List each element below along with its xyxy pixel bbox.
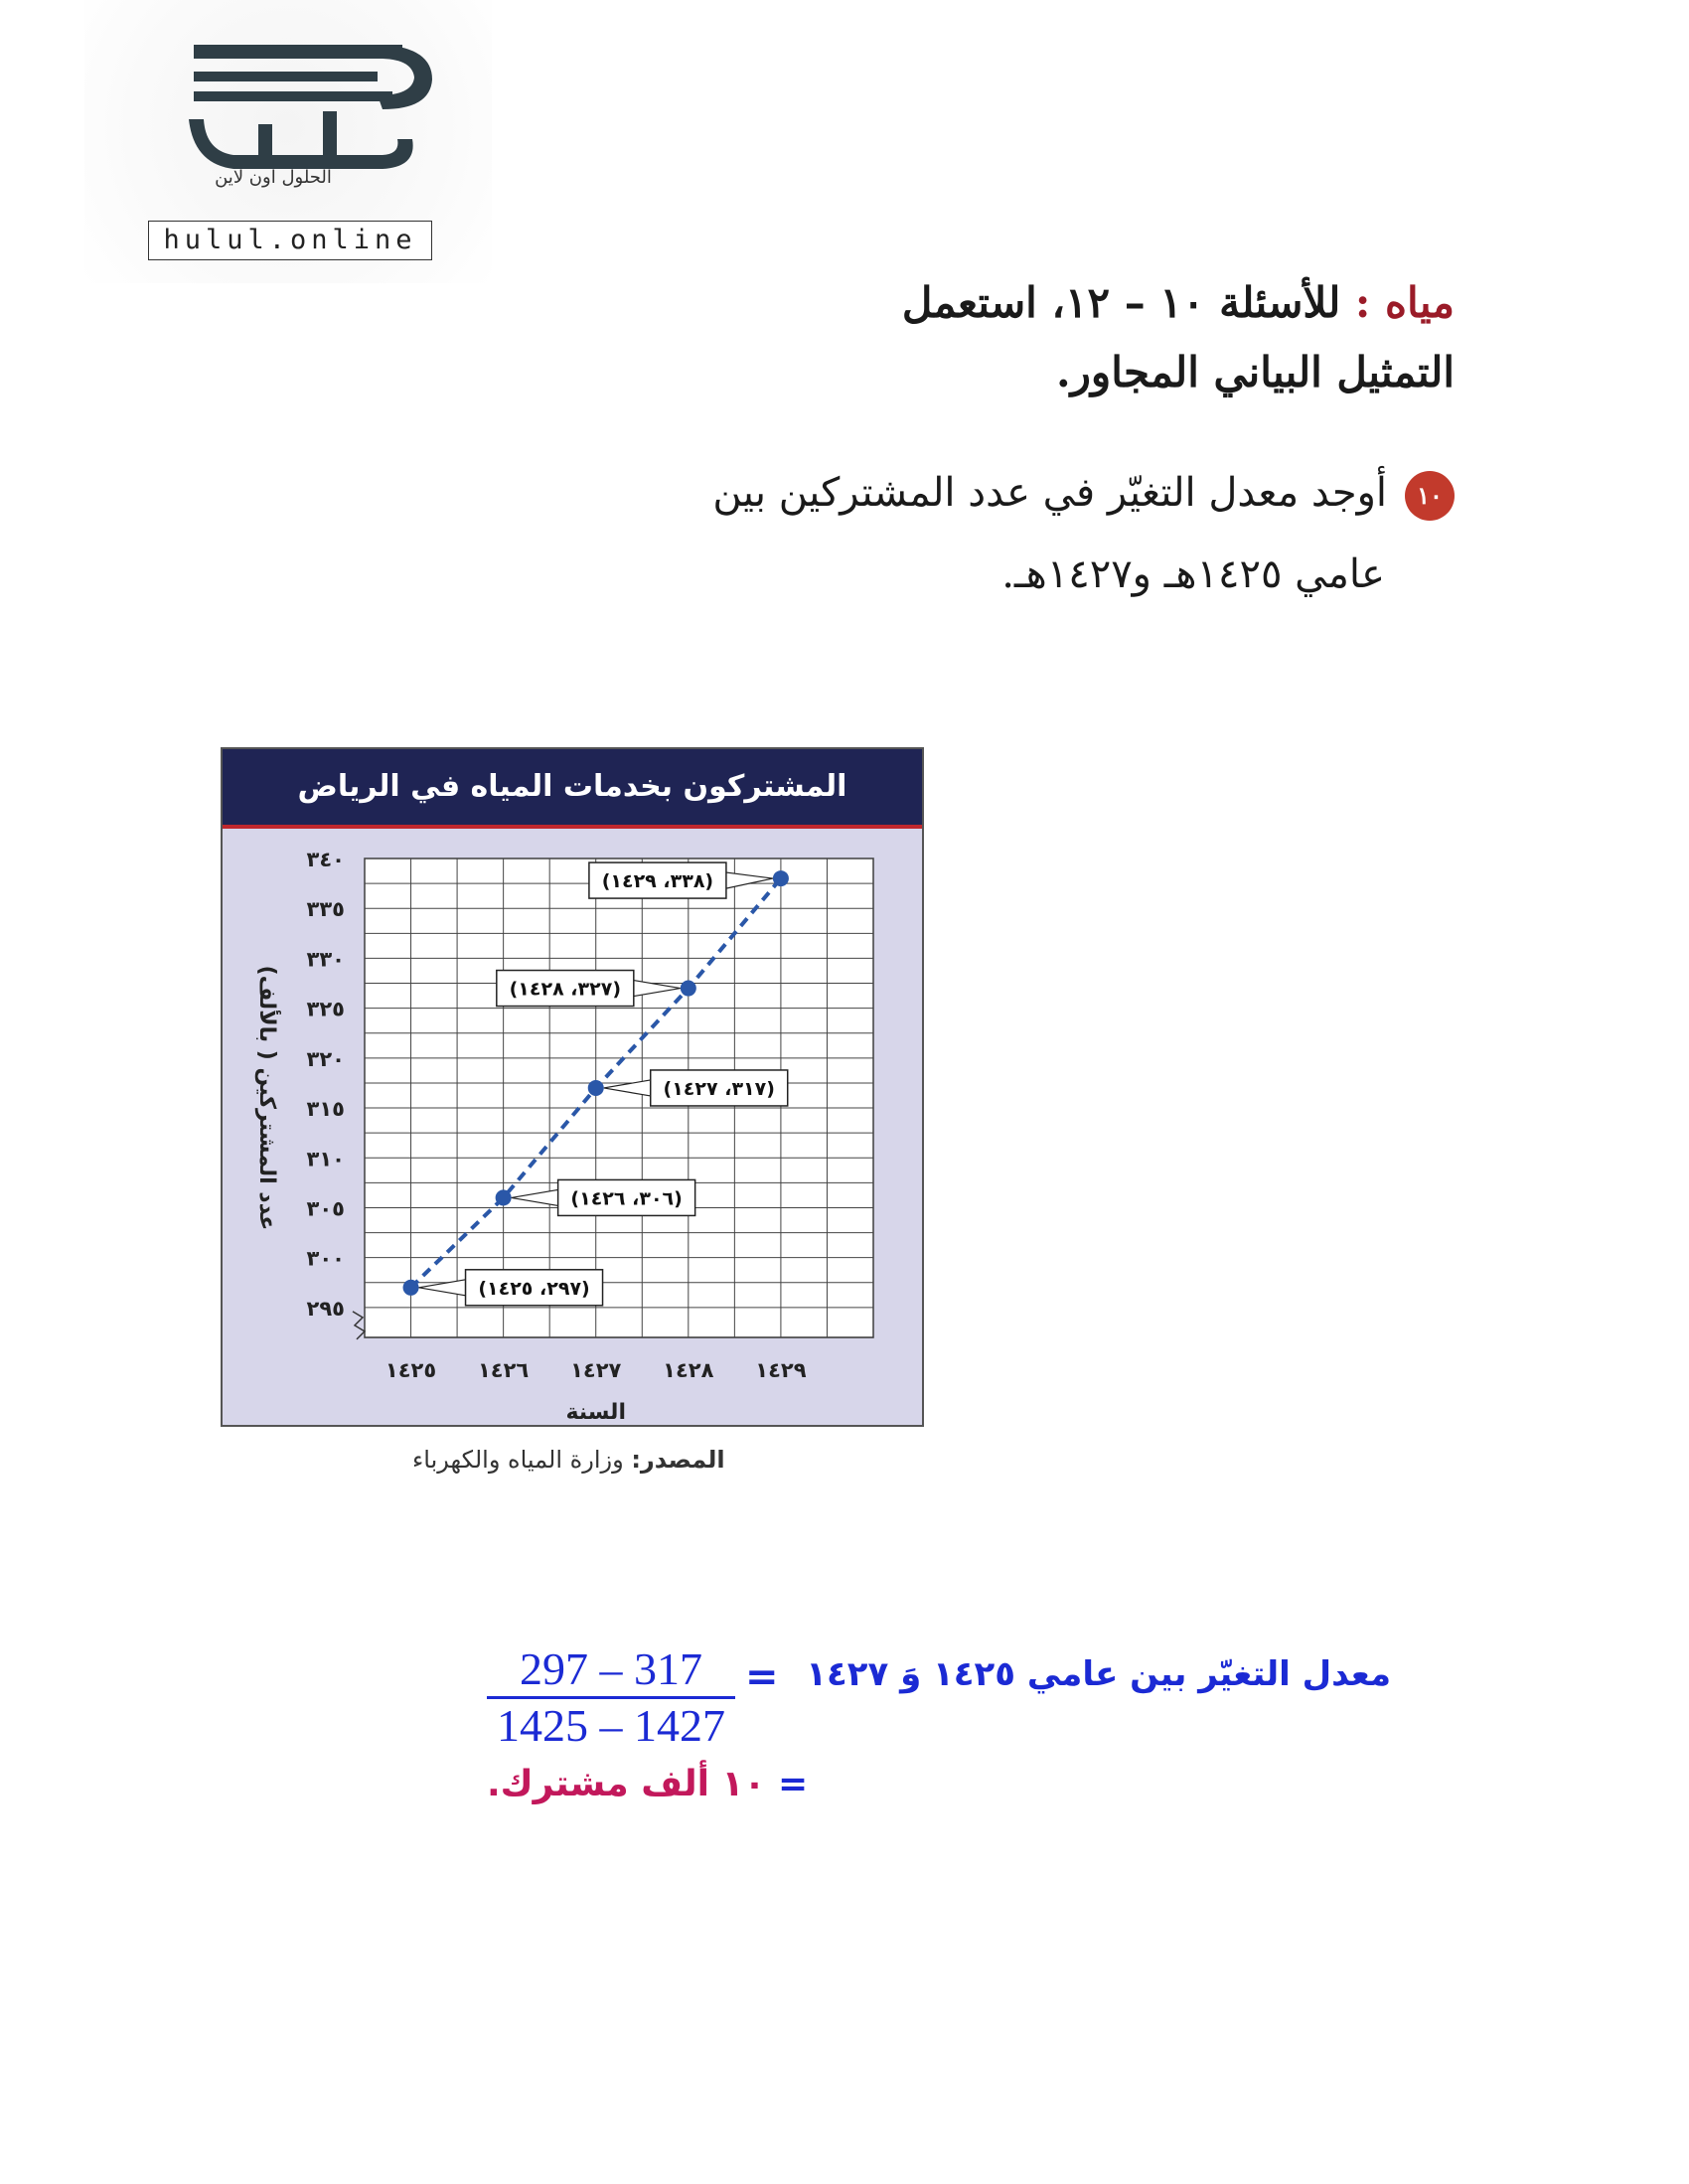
question-number-badge: ١٠ (1405, 471, 1455, 521)
data-point (588, 1080, 604, 1096)
data-point (496, 1189, 512, 1205)
plot-area (365, 858, 873, 1337)
x-tick-label: ١٤٢٥ (384, 1358, 437, 1382)
y-tick-label: ٣٤٠ (306, 848, 345, 871)
chart-source (412, 1446, 725, 1474)
y-tick-label: ٣٣٠ (306, 947, 345, 972)
result-text: ١٠ ألف مشترك. (487, 1764, 766, 1804)
y-tick-label: ٣٢٠ (306, 1046, 345, 1071)
y-tick-label: ٣٣٥ (306, 897, 345, 922)
axis-break-icon (353, 1312, 365, 1339)
fraction-numerator: 297 – 317 (487, 1644, 735, 1699)
source-text: وزارة المياه والكهرباء (412, 1446, 624, 1474)
x-tick-label: ١٤٢٧ (570, 1358, 622, 1382)
y-tick-label: ٣٢٥ (306, 997, 345, 1021)
answer-label: معدل التغيّر بين عامي ١٤٢٥ وَ ١٤٢٧ (806, 1654, 1391, 1694)
question-line-2: عامي ١٤٢٥هـ و١٤٢٧هـ. (1001, 551, 1385, 597)
chart-title: المشتركون بخدمات المياه في الرياض (297, 769, 847, 804)
data-label: (٣٠٦، ١٤٢٦) (570, 1187, 683, 1210)
y-tick-label: ٣١٠ (306, 1147, 345, 1171)
answer-fraction (487, 1644, 735, 1753)
data-point (681, 981, 696, 997)
answer-equals: = (745, 1654, 779, 1700)
logo-tagline: الحلول اون لاين (215, 167, 332, 188)
source-label: المصدر: (631, 1446, 725, 1474)
data-point (773, 870, 789, 886)
question-line-1 (560, 452, 1455, 534)
x-axis-title: السنة (565, 1400, 626, 1425)
answer-result (487, 1764, 808, 1804)
logo (84, 0, 492, 283)
data-label: (٣٣٨، ١٤٢٩) (601, 870, 714, 893)
data-label: (٣٢٧، ١٤٢٨) (509, 978, 622, 1001)
y-tick-label: ٣٠٠ (306, 1246, 345, 1271)
question-text-1: أوجد معدل التغيّر في عدد المشتركين بين (712, 470, 1387, 516)
x-tick-label: ١٤٢٨ (663, 1358, 714, 1382)
logo-site-url: hulul.online (148, 221, 432, 260)
y-axis-title: عدد المشتركين ( بالألف) (254, 965, 279, 1231)
data-label: (٣١٧، ١٤٢٧) (663, 1077, 775, 1100)
x-tick-label: ١٤٢٩ (755, 1358, 807, 1382)
chart-plot (223, 829, 922, 1425)
data-point (403, 1280, 419, 1296)
question-10 (560, 452, 1455, 615)
result-equals: = (777, 1764, 809, 1804)
data-label: (٢٩٧، ١٤٢٥) (478, 1277, 590, 1300)
y-tick-label: ٣١٥ (306, 1097, 345, 1122)
intro-keyword: مياه : (1354, 278, 1455, 327)
intro-text-1: للأسئلة ١٠ – ١٢، استعمل (901, 278, 1341, 327)
y-tick-label: ٣٠٥ (306, 1196, 345, 1221)
intro-line-2: التمثيل البياني المجاور. (1056, 348, 1455, 396)
fraction-denominator: 1425 – 1427 (497, 1700, 725, 1751)
chart-panel (221, 747, 924, 1427)
x-tick-label: ١٤٢٦ (477, 1358, 530, 1382)
y-tick-label: ٢٩٥ (306, 1296, 345, 1321)
intro-line-1 (902, 268, 1455, 338)
